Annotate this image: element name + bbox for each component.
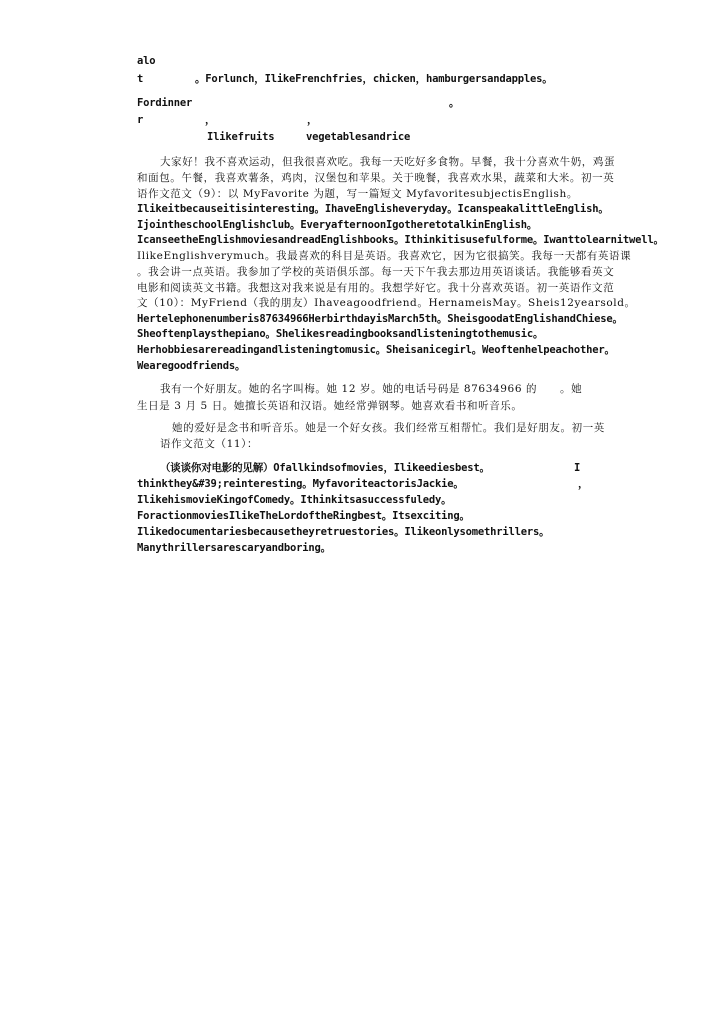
text-line: Sheoftenplaysthepiano。Shelikesreadingbooksandlisteningtothemusic。 <box>137 328 544 340</box>
text-line: IlikeEnglishverymuch。我最喜欢的科目是英语。我喜欢它，因为它很搞笑。我每一天都有英语课 <box>137 250 632 262</box>
text-line: alo <box>137 55 156 67</box>
text-line: Ilikefruits <box>207 131 275 143</box>
text-line: 我有一个好朋友。她的名字叫梅。她 12 岁。她的电话号码是 87634966 的 <box>160 383 538 395</box>
text-line: Ilikeitbecauseitisinteresting。IhaveEnglisheveryday。IcanspeakalittleEnglish。 <box>137 203 609 215</box>
text-fragment: 。 <box>449 97 460 109</box>
text-line: r <box>137 114 144 126</box>
text-line: Fordinner <box>137 97 193 109</box>
text-line: （谈谈你对电影的见解）Ofallkindsofmovies，Ilikeediesbest。 <box>160 462 490 474</box>
text-line: 文（10）：MyFriend（我的朋友）Ihaveagoodfriend。HernameisMay。Sheis12yearsold。 <box>137 297 636 309</box>
text-line: 。她 <box>560 383 583 395</box>
text-fragment: ， <box>307 114 318 126</box>
text-line: Herhobbiesarereadingandlisteningtomusic。Sheisanicegirl。Weoftenhelpeachother。 <box>137 344 615 356</box>
text-fragment: ， <box>205 114 216 126</box>
text-line: Manythrillersarescaryandboring。 <box>137 542 331 554</box>
text-line: 和面包。午餐，我喜欢薯条，鸡肉，汉堡包和苹果。关于晚餐，我喜欢水果，蔬菜和大米。初一英 <box>137 172 615 184</box>
text-line: Hertelephonenumberis87634966HerbirthdayisMarch5th。SheisgoodatEnglishandChiese。 <box>137 313 623 325</box>
text-line: 语作文范文（9）：以 MyFavorite 为题，写一篇短文 MyfavoritesubjectisEnglish。 <box>137 188 578 200</box>
text-line: 。Forlunch，IlikeFrenchfries，chicken，hamburgersandapples。 <box>195 73 553 85</box>
text-fragment: ， <box>578 478 589 490</box>
text-line: 她的爱好是念书和听音乐。她是一个好女孩。我们经常互相帮忙。我们是好朋友。初一英 <box>172 422 605 434</box>
text-line: ForactionmoviesIlikeTheLordoftheRingbest。Itsexciting。 <box>137 510 470 522</box>
text-line: 语作文范文（11）： <box>160 438 259 450</box>
text-line: 生日是 3 月 5 日。她擅长英语和汉语。她经常弹钢琴。她喜欢看书和听音乐。 <box>137 400 523 412</box>
text-line: 大家好！我不喜欢运动，但我很喜欢吃。我每一天吃好多食物。早餐，我十分喜欢牛奶，鸡蛋 <box>160 156 616 168</box>
text-line: IcanseetheEnglishmoviesandreadEnglishbooks。Ithinkitisusefulforme。Iwanttolearnitwell。 <box>137 234 664 246</box>
text-line: 。我会讲一点英语。我参加了学校的英语俱乐部。每一天下午我去那边用英语谈话。我能够看英文 <box>137 266 615 278</box>
text-fragment: I <box>574 462 581 474</box>
text-line: vegetablesandrice <box>306 131 411 143</box>
text-line: Ilikedocumentariesbecausetheyretruestories。Ilikeonlysomethrillers。 <box>137 526 550 538</box>
text-line: thinkthey&#39;reinteresting。MyfavoriteactorisJackie。 <box>137 478 464 490</box>
text-line: IlikehismovieKingofComedy。Ithinkitsasuccessfuledy。 <box>137 494 452 506</box>
text-line: IjointheschoolEnglishclub。EveryafternoonIgotheretotalkinEnglish。 <box>137 219 538 231</box>
text-line: Wearegoodfriends。 <box>137 360 246 372</box>
text-line: 电影和阅读英文书籍。我想这对我来说是有用的。我想学好它。我十分喜欢英语。初一英语作文范 <box>137 282 615 294</box>
text-line: t <box>137 73 144 85</box>
